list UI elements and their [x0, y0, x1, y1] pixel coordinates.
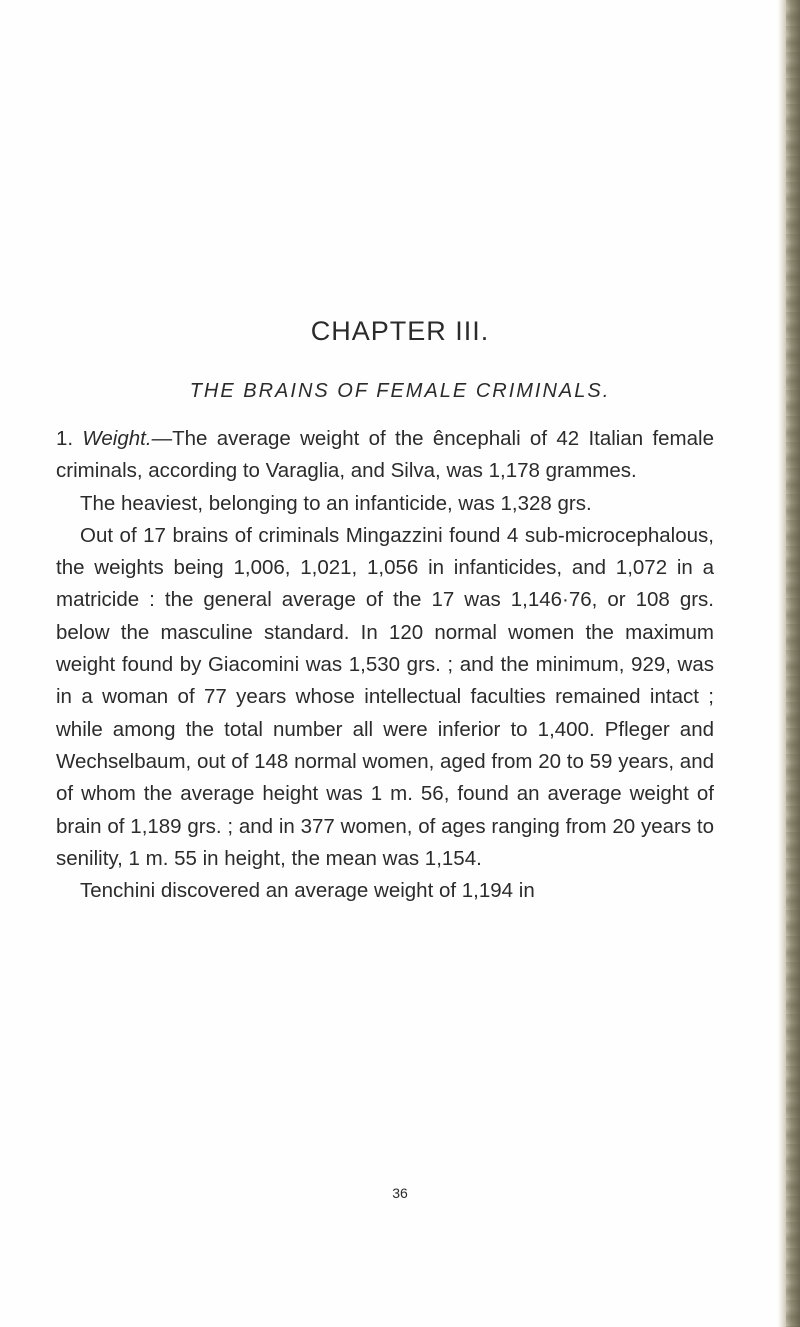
paragraph-heaviest: The heaviest, belonging to an infanticide, was 1,328 grs.: [80, 491, 592, 515]
page-edge-foxing: [786, 0, 800, 1327]
page-number: 36: [392, 1185, 408, 1201]
body-text: [56, 423, 714, 907]
paragraph-1-text: —The average weight of the êncephali of 42 Italian female criminals, according to Varaglia, and Silva, was 1,178 grammes.: [56, 427, 714, 483]
section-heading: Weight.: [82, 427, 152, 450]
paragraph-mingazzini: Out of 17 brains of criminals Mingazzini found 4 sub-microcephalous, the weights being 1,006, 1,021, 1,056 in infanticides, and 1,072 in a matricide : the general average of the 17 was 1,146·76, or 108 grs. below the masculine standard. In 120 normal women the maximum weight found by Giacomini was 1,530 grs. ; and the minimum, 929, was in a woman of 77 years whose intellectual faculties remained intact ; while among the total number all were inferior to 1,400. Pfleger and Wechselbaum, out of 148 normal women, aged from 20 to 59 years, and of whom the average height was 1 m. 56, found an average weight of brain of 1,189 grs. ; and in 377 women, of ages ranging from 20 years to senility, 1 m. 55 in height, the mean was 1,154.: [56, 523, 714, 870]
paragraph-tenchini: Tenchini discovered an average weight of 1,194 in: [80, 879, 535, 903]
section-number: 1.: [56, 427, 74, 450]
chapter-title: THE BRAINS OF FEMALE CRIMINALS.: [189, 380, 611, 402]
paragraph-weight: [56, 423, 714, 488]
chapter-heading: CHAPTER III.: [310, 316, 490, 346]
